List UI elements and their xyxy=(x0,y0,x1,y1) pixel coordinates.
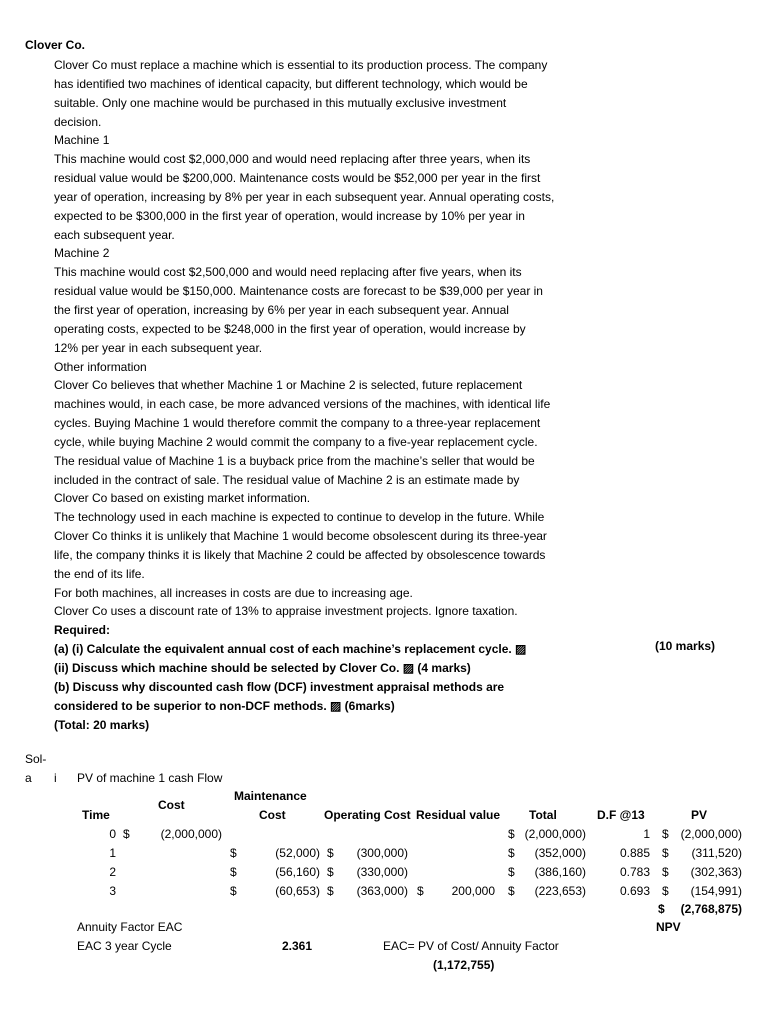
marks-a: (10 marks) xyxy=(655,639,716,653)
cell-total-currency: $ xyxy=(508,827,515,841)
question-line: Clover Co must replace a machine which is essential to its production process. The company xyxy=(54,58,548,72)
question-line: residual value would be $200,000. Maintenance costs would be $52,000 per year in the first xyxy=(54,171,541,186)
question-line: The technology used in each machine is expected to continue to develop in the future. While xyxy=(54,510,545,525)
npv-value: (2,768,875) xyxy=(680,902,742,916)
cell-operating: (363,000) xyxy=(356,884,408,898)
required-line: (a) (i) Calculate the equivalent annual cost of each machine’s replacement cycle. ▨ xyxy=(54,642,527,657)
required-line: Required: xyxy=(54,623,111,638)
cell-pv: (2,000,000) xyxy=(680,827,742,841)
cell-df: 0.783 xyxy=(619,865,650,879)
header-residual: Residual value xyxy=(416,808,501,822)
cell-maintenance: (52,000) xyxy=(275,846,320,860)
cell-df: 1 xyxy=(643,827,650,841)
cell-operating: (330,000) xyxy=(356,865,408,879)
cell-op-currency: $ xyxy=(327,884,334,898)
question-line: 12% per year in each subsequent year. xyxy=(54,340,263,355)
header-total: Total xyxy=(529,808,557,822)
sol-label: Sol- xyxy=(25,752,47,766)
header-maintenance-cost: Cost xyxy=(259,808,286,822)
cell-pv-currency: $ xyxy=(662,865,669,879)
cell-total: (386,160) xyxy=(534,865,586,879)
cell-maint-currency: $ xyxy=(230,884,237,898)
cell-time: 1 xyxy=(109,846,116,860)
question-line: cycles. Buying Machine 1 would therefore commit the company to a three-year replacement xyxy=(54,416,541,431)
question-line: This machine would cost $2,500,000 and would need replacing after five years, when its xyxy=(54,265,522,280)
cell-maintenance: (56,160) xyxy=(275,865,320,879)
part-a-label: a xyxy=(25,771,32,785)
question-line: Clover Co based on existing market information. xyxy=(54,491,311,506)
cell-pv-currency: $ xyxy=(662,884,669,898)
part-i-label: i xyxy=(54,771,57,785)
cell-op-currency: $ xyxy=(327,846,334,860)
question-line: Clover Co thinks it is unlikely that Machine 1 would become obsolescent during its three-year xyxy=(54,529,547,544)
question-line: decision. xyxy=(54,114,102,129)
annuity-factor-label: Annuity Factor EAC xyxy=(77,920,183,934)
question-body xyxy=(54,56,554,734)
question-line: year of operation, increasing by 8% per year in each subsequent year. Annual operating costs, xyxy=(54,189,555,204)
question-line: This machine would cost $2,000,000 and would need replacing after three years, when its xyxy=(54,152,531,167)
eac-formula: EAC= PV of Cost/ Annuity Factor xyxy=(383,939,559,953)
cell-total: (223,653) xyxy=(534,884,586,898)
header-time: Time xyxy=(82,808,110,822)
cell-total: (352,000) xyxy=(534,846,586,860)
header-df: D.F @13 xyxy=(597,808,645,822)
cell-pv: (154,991) xyxy=(690,884,742,898)
cell-maint-currency: $ xyxy=(230,846,237,860)
question-line: Machine 2 xyxy=(54,246,110,261)
required-line: considered to be superior to non-DCF methods. ▨ (6marks) xyxy=(54,698,395,713)
solution-heading: PV of machine 1 cash Flow xyxy=(77,771,223,785)
required-line: (Total: 20 marks) xyxy=(54,717,150,732)
npv-label: NPV xyxy=(656,920,681,934)
npv-currency: $ xyxy=(658,902,665,916)
question-line: The residual value of Machine 1 is a buyback price from the machine’s seller that would be xyxy=(54,453,535,468)
cell-cost-currency: $ xyxy=(123,827,130,841)
cell-time: 2 xyxy=(109,865,116,879)
header-pv: PV xyxy=(691,808,708,822)
question-line: included in the contract of sale. The residual value of Machine 2 is an estimate made by xyxy=(54,472,520,487)
cell-pv-currency: $ xyxy=(662,827,669,841)
question-line: Machine 1 xyxy=(54,133,110,148)
cell-df: 0.693 xyxy=(619,884,650,898)
cell-residual: 200,000 xyxy=(451,884,495,898)
header-operating: Operating Cost xyxy=(324,808,411,822)
cell-resid-currency: $ xyxy=(417,884,424,898)
question-line: the end of its life. xyxy=(54,566,145,581)
question-line: has identified two machines of identical capacity, but different technology, which would be xyxy=(54,76,528,91)
cell-pv: (302,363) xyxy=(690,865,742,879)
header-maintenance: Maintenance xyxy=(234,789,307,803)
document-title: Clover Co. xyxy=(25,38,86,52)
cell-time: 3 xyxy=(109,884,116,898)
question-line: expected to be $300,000 in the first year of operation, would increase by 10% per year in xyxy=(54,208,525,223)
question-line: Clover Co believes that whether Machine 1 or Machine 2 is selected, future replacement xyxy=(54,378,523,393)
question-line: cycle, while buying Machine 2 would commit the company to a five-year replacement cycle. xyxy=(54,434,538,449)
question-line: suitable. Only one machine would be purchased in this mutually exclusive investment xyxy=(54,95,507,110)
cell-total-currency: $ xyxy=(508,846,515,860)
eac-cycle-label: EAC 3 year Cycle xyxy=(77,939,172,953)
cell-operating: (300,000) xyxy=(356,846,408,860)
cell-total: (2,000,000) xyxy=(524,827,586,841)
cell-time: 0 xyxy=(109,827,116,841)
header-cost: Cost xyxy=(158,798,185,812)
question-line: each subsequent year. xyxy=(54,227,175,242)
question-line: machines would, in each case, be more advanced versions of the machines, with identical life xyxy=(54,397,551,412)
cell-maintenance: (60,653) xyxy=(275,884,320,898)
question-line: Clover Co uses a discount rate of 13% to appraise investment projects. Ignore taxation. xyxy=(54,604,518,619)
question-line: operating costs, expected to be $248,000 in the first year of operation, would increase by xyxy=(54,321,526,336)
question-line: life, the company thinks it is likely that Machine 2 could be affected by obsolescence towards xyxy=(54,547,546,562)
question-line: Other information xyxy=(54,359,147,374)
cell-op-currency: $ xyxy=(327,865,334,879)
required-line: (b) Discuss why discounted cash flow (DCF) investment appraisal methods are xyxy=(54,679,505,694)
annuity-factor-value: 2.361 xyxy=(282,939,313,953)
question-line: the first year of operation, increasing by 6% per year in each subsequent year. Annual xyxy=(54,302,509,317)
question-line: residual value would be $150,000. Maintenance costs are forecast to be $39,000 per year in xyxy=(54,284,543,299)
cell-total-currency: $ xyxy=(508,884,515,898)
eac-value: (1,172,755) xyxy=(433,958,495,972)
required-line: (ii) Discuss which machine should be selected by Clover Co. ▨ (4 marks) xyxy=(54,661,471,675)
question-line: For both machines, all increases in costs are due to increasing age. xyxy=(54,585,413,600)
cell-pv: (311,520) xyxy=(691,846,742,860)
cell-pv-currency: $ xyxy=(662,846,669,860)
cell-maint-currency: $ xyxy=(230,865,237,879)
cell-total-currency: $ xyxy=(508,865,515,879)
cell-df: 0.885 xyxy=(619,846,650,860)
cell-cost: (2,000,000) xyxy=(160,827,222,841)
